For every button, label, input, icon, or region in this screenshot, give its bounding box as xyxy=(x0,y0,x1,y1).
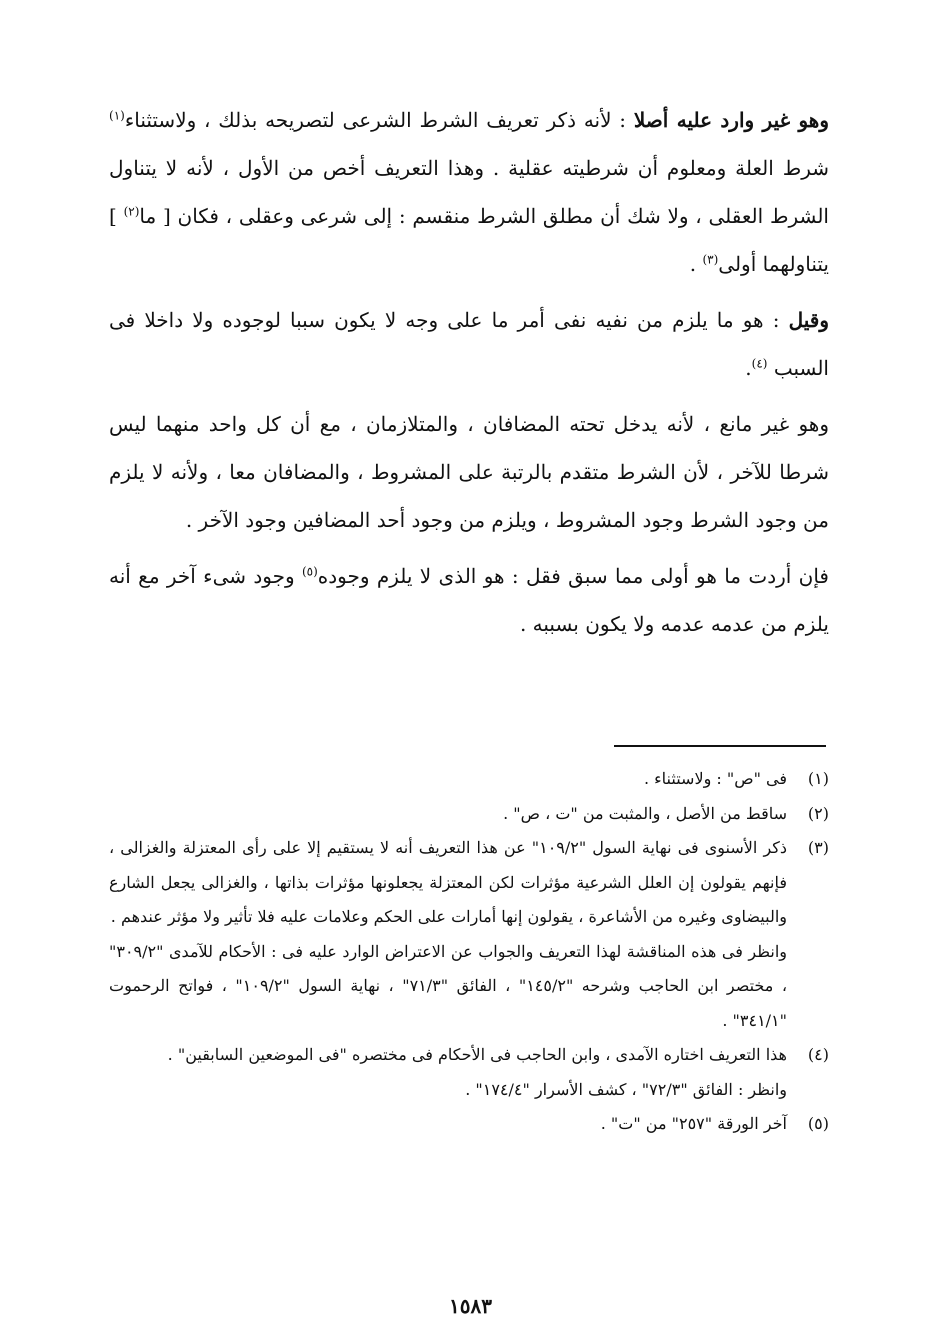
footnote-number: (٤) xyxy=(807,1045,829,1064)
paragraph-text: وهو غير مانع ، لأنه يدخل تحته المضافان ، والمتلازمان ، مع أن كل واحد منهما ليس شرطا للآخر ، لأن الشرط متقدم بالرتبة على المشروط ، والمضافان معا ، ولأنه لا يلزم من وجود الشرط وجود المشروط ، ويلزم من وجود أحد المضافين وجود الآخر . xyxy=(109,412,829,532)
paragraph-text: وجود شىء آخر مع أنه يلزم من عدمه عدمه ولا يكون بسببه . xyxy=(109,564,829,636)
footnote-separator xyxy=(614,745,826,747)
main-text xyxy=(109,96,829,656)
paragraph-4 xyxy=(109,552,829,648)
paragraph-text: ] يتناولهما أولى xyxy=(109,204,829,276)
paragraph-1 xyxy=(109,96,829,288)
footnote-line: وانظر : الفائق "٧٢/٣" ، كشف الأسرار "١٧٤/٤" . xyxy=(465,1079,787,1099)
footnote-4 xyxy=(109,1038,829,1107)
footnote-number: (١) xyxy=(807,769,829,788)
footnote-line: هذا التعريف اختاره الآمدى ، وابن الحاجب فى الأحكام فى مختصره "فى الموضعين السابقين" . xyxy=(167,1045,787,1064)
footnote-1 xyxy=(109,762,829,797)
footnote-number: (٢) xyxy=(807,803,829,823)
footnote-body xyxy=(109,1038,787,1107)
paragraph-text: شرط العلة ومعلوم أن شرطيته عقلية . وهذا التعريف أخص من الأول ، لأنه لا يتناول الشرط العقلى ، ولا شك أن مطلق الشرط منقسم : إلى شرعى وعقلى ، فكان [ ما xyxy=(109,156,829,228)
footnote-ref: (١) xyxy=(109,108,125,123)
footnotes xyxy=(109,762,829,1142)
footnote-ref: (٢) xyxy=(123,204,140,219)
paragraph-text: . xyxy=(745,356,752,380)
footnote-line: آخر الورقة "٢٥٧" من "ت" . xyxy=(600,1114,787,1133)
footnote-body xyxy=(109,762,787,797)
footnote-3 xyxy=(109,831,829,1038)
footnote-5 xyxy=(109,1107,829,1142)
footnote-ref: (٤) xyxy=(751,356,768,371)
paragraph-lead: وهو غير وارد عليه أصلا xyxy=(633,108,830,132)
footnote-ref: (٥) xyxy=(301,564,318,579)
paragraph-2 xyxy=(109,296,829,392)
page-number: ١٥٨٣ xyxy=(449,1294,492,1318)
footnote-body xyxy=(109,831,787,1038)
paragraph-text: : لأنه ذكر تعريف الشرط الشرعى لتصريحه بذلك ، ولاستثناء xyxy=(124,108,634,132)
paragraph-text: : هو ما يلزم من نفيه نفى أمر ما على وجه لا يكون سببا لوجوده ولا داخلا فى السبب xyxy=(109,308,829,380)
paragraph-lead: وقيل xyxy=(788,308,829,332)
paragraph-text: . xyxy=(689,252,703,276)
footnote-line: فى "ص" : ولاستثناء . xyxy=(643,769,787,788)
footnote-number: (٣) xyxy=(807,838,829,857)
footnote-line: ذكر الأسنوى فى نهاية السول "١٠٩/٢" عن هذا التعريف أنه لا يستقيم إلا على رأى المعتزلة والغزالى ، فإنهم يقولون إن العلل الشرعية مؤثرات لكن المعتزلة يجعلونها مؤثرات بذاتها ، والغزالى يجعل الشارع والبيضاوى وغيره من الأشاعرة ، يقولون إنها أمارات على الحكم وعلامات عليه فلا تأثير ولا مؤثر عندهم . xyxy=(109,838,788,926)
footnote-body xyxy=(109,797,787,832)
footnote-2 xyxy=(109,797,829,832)
footnote-number: (٥) xyxy=(807,1114,829,1133)
paragraph-3 xyxy=(109,400,829,544)
footnote-line: وانظر فى هذه المناقشة لهذا التعريف والجواب عن الاعتراض الوارد عليه فى : الأحكام للآمدى "٣٠٩/٢" ، مختصر ابن الحاجب وشرحه "١٤٥/٢" ، الفائق "٧١/٣" ، نهاية السول "١٠٩/٢" ، فواتح الرحموت "٣٤١/١" . xyxy=(109,941,787,1030)
footnote-ref: (٣) xyxy=(702,252,719,267)
paragraph-text: فإن أردت ما هو أولى مما سبق فقل : هو الذى لا يلزم وجوده xyxy=(317,564,829,588)
footnote-body xyxy=(109,1107,787,1142)
footnote-line: ساقط من الأصل ، والمثبت من "ت ، ص" . xyxy=(503,803,787,823)
